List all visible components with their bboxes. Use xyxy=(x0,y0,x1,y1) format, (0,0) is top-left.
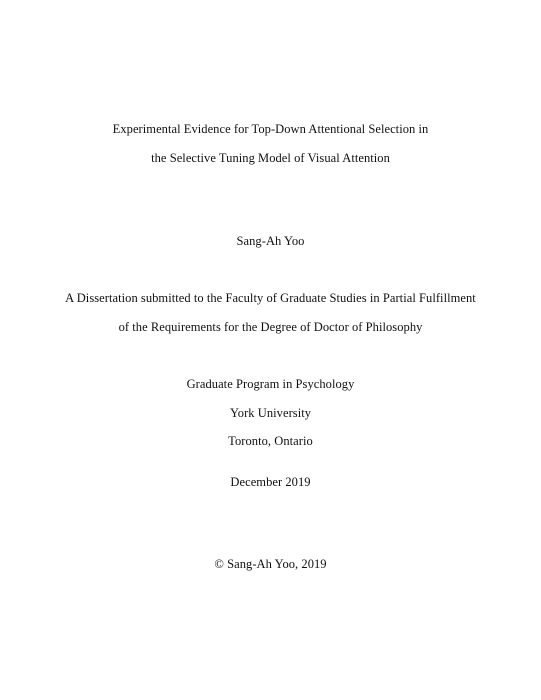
thesis-title-line-1: Experimental Evidence for Top-Down Attentional Selection in xyxy=(112,122,429,136)
submission-date: December 2019 xyxy=(230,475,311,489)
author-name: Sang-Ah Yoo xyxy=(236,234,305,248)
dissertation-statement-line-1: A Dissertation submitted to the Faculty of Graduate Studies in Partial Fulfillment xyxy=(65,291,476,305)
graduate-program: Graduate Program in Psychology xyxy=(186,377,355,391)
copyright-notice: © Sang-Ah Yoo, 2019 xyxy=(214,557,327,571)
location: Toronto, Ontario xyxy=(228,434,313,448)
thesis-title-line-2: the Selective Tuning Model of Visual Attention xyxy=(151,151,390,165)
university-name: York University xyxy=(229,406,312,420)
dissertation-statement-line-2: of the Requirements for the Degree of Doctor of Philosophy xyxy=(118,320,423,334)
